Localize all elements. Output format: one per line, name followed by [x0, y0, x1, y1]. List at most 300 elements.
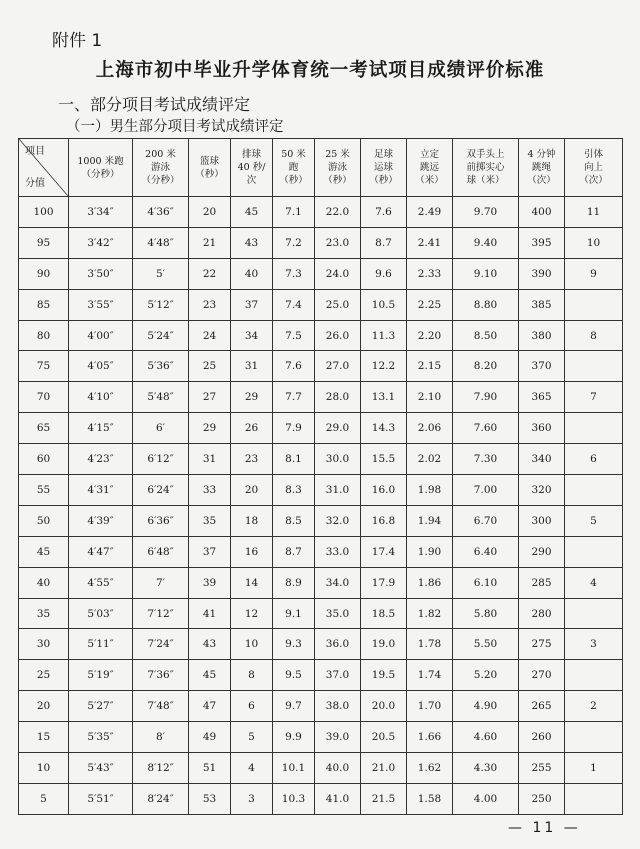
table-cell: 6′12″	[133, 444, 189, 475]
column-header-line: 排球	[241, 149, 261, 160]
table-cell: 4′55″	[69, 567, 133, 598]
table-cell: 6′36″	[133, 505, 189, 536]
score-cell: 40	[19, 567, 69, 598]
column-header	[315, 139, 361, 197]
table-row	[19, 320, 623, 351]
table-cell: 34	[231, 320, 273, 351]
score-cell: 85	[19, 289, 69, 320]
table-cell: 31.0	[315, 475, 361, 506]
table-cell: 5′12″	[133, 289, 189, 320]
table-cell: 8.5	[273, 505, 315, 536]
table-cell: 40.0	[315, 753, 361, 784]
table-cell: 31	[189, 444, 231, 475]
table-cell: 1.74	[407, 660, 453, 691]
table-cell: 10.3	[273, 783, 315, 814]
score-cell: 20	[19, 691, 69, 722]
table-cell: 25.0	[315, 289, 361, 320]
score-cell: 10	[19, 753, 69, 784]
table-cell: 9	[565, 258, 623, 289]
table-cell: 1.62	[407, 753, 453, 784]
table-row	[19, 227, 623, 258]
table-cell: 370	[519, 351, 565, 382]
table-cell: 4.90	[453, 691, 519, 722]
subsection-heading: （一）男生部分项目考试成绩评定	[66, 119, 284, 135]
table-cell: 1.86	[407, 567, 453, 598]
column-header-line: 立定	[419, 149, 439, 160]
table-cell: 23	[231, 444, 273, 475]
column-header-line: 跳绳	[531, 162, 551, 173]
table-cell: 4′39″	[69, 505, 133, 536]
table-cell: 17.9	[361, 567, 407, 598]
table-cell: 9.1	[273, 598, 315, 629]
column-header-line: 运球	[373, 162, 393, 173]
table-cell: 43	[231, 227, 273, 258]
table-row	[19, 444, 623, 475]
table-cell: 2.49	[407, 197, 453, 228]
table-cell: 16.8	[361, 505, 407, 536]
column-header-line: 跳远	[419, 162, 439, 173]
table-cell	[565, 660, 623, 691]
score-cell: 35	[19, 598, 69, 629]
table-cell: 10.5	[361, 289, 407, 320]
column-header-line: 25 米	[325, 149, 350, 160]
table-cell: 32.0	[315, 505, 361, 536]
table-cell: 8′	[133, 722, 189, 753]
table-cell: 3′50″	[69, 258, 133, 289]
table-cell: 280	[519, 598, 565, 629]
column-header-line: （秒）	[369, 175, 398, 186]
table-cell: 3	[565, 629, 623, 660]
column-header-line: （秒）	[195, 168, 224, 180]
table-cell: 4	[231, 753, 273, 784]
table-cell: 3′34″	[69, 197, 133, 228]
table-cell	[565, 289, 623, 320]
table-cell: 4′00″	[69, 320, 133, 351]
column-header-line: 球（米）	[466, 175, 505, 186]
column-header-line: 跑	[288, 162, 299, 173]
table-cell: 11.3	[361, 320, 407, 351]
table-cell: 20	[189, 197, 231, 228]
table-cell: 7.2	[273, 227, 315, 258]
column-header-line: 200 米	[145, 149, 176, 160]
table-cell: 2.10	[407, 382, 453, 413]
table-cell: 45	[231, 197, 273, 228]
table-cell: 9.6	[361, 258, 407, 289]
table-cell: 8.3	[273, 475, 315, 506]
score-cell: 90	[19, 258, 69, 289]
table-header-row	[19, 139, 623, 197]
table-cell: 400	[519, 197, 565, 228]
table-row	[19, 722, 623, 753]
table-cell: 28.0	[315, 382, 361, 413]
table-cell: 18	[231, 505, 273, 536]
score-cell: 70	[19, 382, 69, 413]
column-header-line: （分秒）	[81, 168, 120, 180]
table-row	[19, 289, 623, 320]
table-cell: 9.3	[273, 629, 315, 660]
table-cell: 25	[189, 351, 231, 382]
table-cell: 37	[189, 536, 231, 567]
score-cell: 5	[19, 783, 69, 814]
table-cell: 5′36″	[133, 351, 189, 382]
table-cell: 7.6	[273, 351, 315, 382]
table-cell: 4′05″	[69, 351, 133, 382]
column-header-line: （秒）	[323, 175, 352, 186]
table-cell: 250	[519, 783, 565, 814]
table-cell: 10	[565, 227, 623, 258]
table-cell: 7′12″	[133, 598, 189, 629]
column-header	[231, 139, 273, 197]
table-cell: 4′10″	[69, 382, 133, 413]
table-cell: 5′19″	[69, 660, 133, 691]
table-cell: 7′36″	[133, 660, 189, 691]
table-cell: 365	[519, 382, 565, 413]
table-cell: 4′36″	[133, 197, 189, 228]
table-cell: 5.50	[453, 629, 519, 660]
table-cell: 290	[519, 536, 565, 567]
table-cell: 8.50	[453, 320, 519, 351]
table-cell: 5′48″	[133, 382, 189, 413]
score-cell: 60	[19, 444, 69, 475]
table-cell: 29	[231, 382, 273, 413]
table-cell: 5′11″	[69, 629, 133, 660]
table-cell: 8.1	[273, 444, 315, 475]
table-row	[19, 598, 623, 629]
column-header	[453, 139, 519, 197]
table-cell: 39	[189, 567, 231, 598]
table-cell: 9.5	[273, 660, 315, 691]
table-cell: 5′51″	[69, 783, 133, 814]
table-cell: 21	[189, 227, 231, 258]
table-cell: 41	[189, 598, 231, 629]
table-row	[19, 351, 623, 382]
column-header-line: 双手头上	[466, 149, 505, 160]
table-cell: 17.4	[361, 536, 407, 567]
table-cell: 8′24″	[133, 783, 189, 814]
table-cell: 21.5	[361, 783, 407, 814]
table-cell: 6′24″	[133, 475, 189, 506]
page-number: — 11 —	[508, 820, 581, 836]
table-cell: 10.1	[273, 753, 315, 784]
table-cell: 395	[519, 227, 565, 258]
table-cell: 1.70	[407, 691, 453, 722]
score-cell: 100	[19, 197, 69, 228]
table-cell: 11	[565, 197, 623, 228]
table-cell: 53	[189, 783, 231, 814]
column-header-line: （秒）	[279, 175, 308, 186]
column-header	[565, 139, 623, 197]
table-cell: 8.80	[453, 289, 519, 320]
table-cell: 7.9	[273, 413, 315, 444]
table-row	[19, 629, 623, 660]
column-header	[361, 139, 407, 197]
table-cell: 43	[189, 629, 231, 660]
table-cell: 3′42″	[69, 227, 133, 258]
table-cell: 5	[565, 505, 623, 536]
table-cell: 13.1	[361, 382, 407, 413]
table-row	[19, 475, 623, 506]
column-header-line: 50 米	[281, 149, 306, 160]
table-cell: 8	[565, 320, 623, 351]
table-cell: 8.7	[361, 227, 407, 258]
table-cell: 3	[231, 783, 273, 814]
table-cell: 320	[519, 475, 565, 506]
table-cell: 7.4	[273, 289, 315, 320]
column-header-line: （次）	[579, 175, 608, 186]
table-cell: 1.98	[407, 475, 453, 506]
table-cell: 5′35″	[69, 722, 133, 753]
table-cell: 9.9	[273, 722, 315, 753]
column-header	[189, 139, 231, 197]
table-cell: 9.40	[453, 227, 519, 258]
table-cell: 20.0	[361, 691, 407, 722]
table-cell: 12	[231, 598, 273, 629]
table-cell: 8	[231, 660, 273, 691]
score-cell: 75	[19, 351, 69, 382]
score-cell: 95	[19, 227, 69, 258]
table-cell: 35	[189, 505, 231, 536]
table-cell: 2	[565, 691, 623, 722]
score-cell: 55	[19, 475, 69, 506]
table-cell: 5′03″	[69, 598, 133, 629]
table-cell: 16	[231, 536, 273, 567]
document-title: 上海市初中毕业升学体育统一考试项目成绩评价标准	[95, 60, 545, 81]
table-cell: 38.0	[315, 691, 361, 722]
table-row	[19, 413, 623, 444]
table-cell: 27.0	[315, 351, 361, 382]
column-header-line: 4 分钟	[527, 149, 556, 160]
table-cell: 19.5	[361, 660, 407, 691]
table-body	[19, 197, 623, 815]
table-row	[19, 382, 623, 413]
score-cell: 65	[19, 413, 69, 444]
table-cell: 7.6	[361, 197, 407, 228]
table-cell: 26.0	[315, 320, 361, 351]
table-cell: 7.00	[453, 475, 519, 506]
table-cell: 7.30	[453, 444, 519, 475]
column-header-line: 前掷实心	[466, 162, 505, 173]
table-cell: 2.25	[407, 289, 453, 320]
table-cell: 18.5	[361, 598, 407, 629]
table-cell: 5′24″	[133, 320, 189, 351]
table-row	[19, 660, 623, 691]
table-cell: 4′48″	[133, 227, 189, 258]
table-cell: 10	[231, 629, 273, 660]
table-cell: 260	[519, 722, 565, 753]
column-header-line: 足球	[373, 149, 393, 160]
table-cell: 23.0	[315, 227, 361, 258]
table-cell: 9.10	[453, 258, 519, 289]
table-cell: 41.0	[315, 783, 361, 814]
column-header-line: 游泳	[327, 162, 347, 173]
table-cell: 270	[519, 660, 565, 691]
table-cell: 5′	[133, 258, 189, 289]
table-cell: 2.20	[407, 320, 453, 351]
table-cell: 8′12″	[133, 753, 189, 784]
corner-top-label: 项目	[25, 146, 45, 157]
table-cell: 4′31″	[69, 475, 133, 506]
table-cell: 2.06	[407, 413, 453, 444]
table-cell: 7.3	[273, 258, 315, 289]
score-cell: 15	[19, 722, 69, 753]
column-header-line: （米）	[415, 175, 444, 186]
table-cell: 5.80	[453, 598, 519, 629]
table-cell: 40	[231, 258, 273, 289]
table-cell: 300	[519, 505, 565, 536]
column-header-line: （分秒）	[141, 175, 180, 186]
table-cell: 20	[231, 475, 273, 506]
table-cell: 24.0	[315, 258, 361, 289]
table-cell: 7.5	[273, 320, 315, 351]
column-header-line: 次	[246, 175, 257, 186]
table-cell: 5′43″	[69, 753, 133, 784]
table-cell: 7′24″	[133, 629, 189, 660]
table-cell: 7.90	[453, 382, 519, 413]
table-cell: 37	[231, 289, 273, 320]
table-cell: 7.1	[273, 197, 315, 228]
table-cell: 14.3	[361, 413, 407, 444]
table-cell	[565, 536, 623, 567]
column-header-line: 游泳	[150, 162, 170, 173]
table-cell: 34.0	[315, 567, 361, 598]
table-cell: 24	[189, 320, 231, 351]
table-cell: 23	[189, 289, 231, 320]
attachment-label: 附件 1	[52, 31, 103, 51]
table-cell: 22	[189, 258, 231, 289]
score-cell: 25	[19, 660, 69, 691]
table-cell: 20.5	[361, 722, 407, 753]
table-row	[19, 258, 623, 289]
table-cell: 6′	[133, 413, 189, 444]
table-cell: 255	[519, 753, 565, 784]
table-cell: 6.70	[453, 505, 519, 536]
table-cell: 7	[565, 382, 623, 413]
table-cell: 380	[519, 320, 565, 351]
section-heading: 一、部分项目考试成绩评定	[58, 95, 251, 114]
table-cell: 4.60	[453, 722, 519, 753]
table-row	[19, 197, 623, 228]
column-header	[273, 139, 315, 197]
table-cell: 265	[519, 691, 565, 722]
table-cell: 30.0	[315, 444, 361, 475]
table-cell: 6	[231, 691, 273, 722]
table-cell: 1.82	[407, 598, 453, 629]
table-cell: 6′48″	[133, 536, 189, 567]
table-cell: 2.02	[407, 444, 453, 475]
table-row	[19, 536, 623, 567]
table-cell: 2.15	[407, 351, 453, 382]
table-cell: 2.41	[407, 227, 453, 258]
table-cell: 14	[231, 567, 273, 598]
table-cell: 51	[189, 753, 231, 784]
column-header	[133, 139, 189, 197]
table-cell: 5.20	[453, 660, 519, 691]
table-cell: 31	[231, 351, 273, 382]
table-cell: 27	[189, 382, 231, 413]
score-cell: 45	[19, 536, 69, 567]
table-cell: 33	[189, 475, 231, 506]
column-header	[407, 139, 453, 197]
table-cell: 3′55″	[69, 289, 133, 320]
table-cell: 360	[519, 413, 565, 444]
table-cell: 39.0	[315, 722, 361, 753]
table-row	[19, 567, 623, 598]
column-header-line: 1000 米跑	[77, 155, 124, 167]
table-cell	[565, 783, 623, 814]
table-cell	[565, 475, 623, 506]
column-header-line: 向上	[583, 162, 603, 173]
score-cell: 50	[19, 505, 69, 536]
table-cell: 7′48″	[133, 691, 189, 722]
table-cell: 35.0	[315, 598, 361, 629]
corner-bottom-label: 分值	[25, 178, 45, 189]
table-cell: 4	[565, 567, 623, 598]
table-cell: 340	[519, 444, 565, 475]
table-cell: 12.2	[361, 351, 407, 382]
table-cell	[565, 598, 623, 629]
table-cell: 9.70	[453, 197, 519, 228]
table-cell: 4.00	[453, 783, 519, 814]
table-cell: 33.0	[315, 536, 361, 567]
table-row	[19, 783, 623, 814]
table-cell: 4.30	[453, 753, 519, 784]
table-cell: 6	[565, 444, 623, 475]
table-cell: 275	[519, 629, 565, 660]
table-cell: 1.58	[407, 783, 453, 814]
table-cell: 19.0	[361, 629, 407, 660]
table-cell: 390	[519, 258, 565, 289]
table-row	[19, 691, 623, 722]
table-cell: 45	[189, 660, 231, 691]
table-cell: 8.7	[273, 536, 315, 567]
table-cell	[565, 413, 623, 444]
column-header-line: 篮球	[199, 155, 219, 167]
table-cell: 21.0	[361, 753, 407, 784]
score-cell: 80	[19, 320, 69, 351]
column-header	[69, 139, 133, 197]
table-cell: 4′47″	[69, 536, 133, 567]
table-cell: 9.7	[273, 691, 315, 722]
table-cell: 37.0	[315, 660, 361, 691]
table-cell: 385	[519, 289, 565, 320]
table-cell: 6.10	[453, 567, 519, 598]
scoring-table	[18, 138, 623, 815]
table-cell: 8.20	[453, 351, 519, 382]
table-row	[19, 753, 623, 784]
table-cell: 4′23″	[69, 444, 133, 475]
table-cell	[565, 722, 623, 753]
table-cell: 8.9	[273, 567, 315, 598]
table-cell: 47	[189, 691, 231, 722]
table-cell: 4′15″	[69, 413, 133, 444]
table-cell: 29	[189, 413, 231, 444]
table-cell: 1	[565, 753, 623, 784]
table-cell: 1.66	[407, 722, 453, 753]
table-cell: 29.0	[315, 413, 361, 444]
table-cell: 2.33	[407, 258, 453, 289]
table-cell: 5′27″	[69, 691, 133, 722]
column-header-line: 40 秒/	[237, 162, 266, 173]
corner-header-cell	[19, 139, 69, 197]
table-cell: 16.0	[361, 475, 407, 506]
table-cell: 22.0	[315, 197, 361, 228]
column-header-line: （次）	[527, 175, 556, 186]
table-cell: 1.78	[407, 629, 453, 660]
table-cell	[565, 351, 623, 382]
table-cell: 7.60	[453, 413, 519, 444]
column-header	[519, 139, 565, 197]
table-cell: 49	[189, 722, 231, 753]
